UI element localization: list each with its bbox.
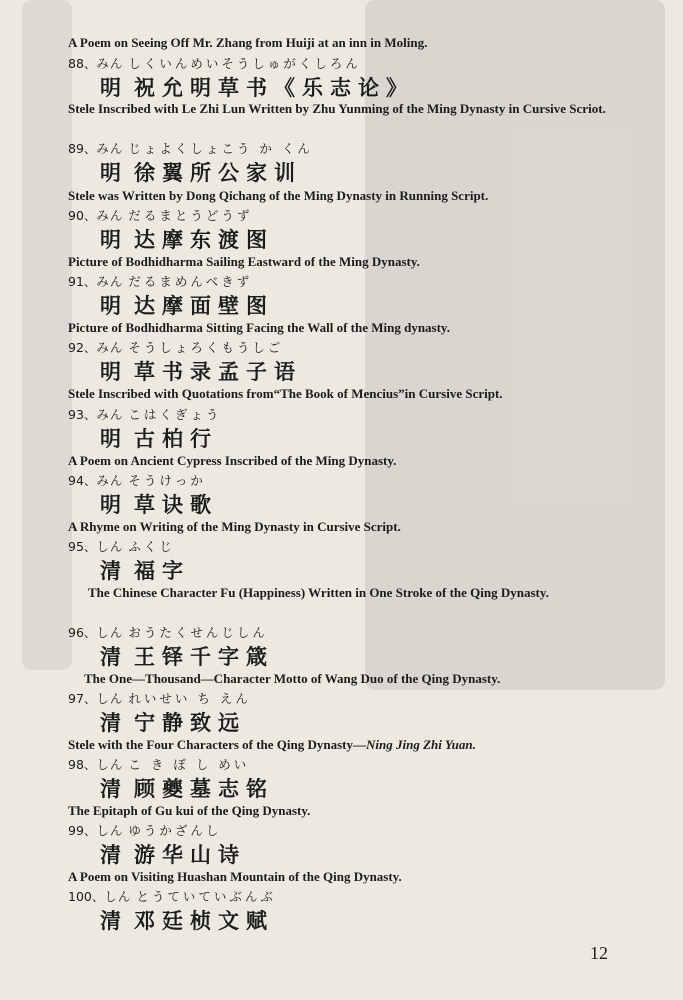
dynasty-character: 明 xyxy=(100,76,121,100)
chinese-title xyxy=(100,841,246,869)
chinese-title xyxy=(100,292,274,320)
japanese-era: しん xyxy=(104,889,132,904)
japanese-era: みん xyxy=(96,56,124,71)
english-caption: Picture of Bodhidharma Sitting Facing the Wall of the Ming dynasty. xyxy=(68,320,450,335)
dynasty-character: 明 xyxy=(100,427,121,451)
entry-number: 92、 xyxy=(68,340,97,355)
japanese-reading xyxy=(68,472,206,490)
japanese-reading xyxy=(68,406,221,424)
chinese-title xyxy=(100,775,274,803)
english-caption: The Epitaph of Gu kui of the Qing Dynasty. xyxy=(68,803,311,818)
japanese-era: しん xyxy=(96,539,124,554)
japanese-title-reading: だるまめんべきず xyxy=(128,274,253,289)
japanese-era: みん xyxy=(96,274,124,289)
chinese-title xyxy=(100,358,302,386)
dynasty-character: 清 xyxy=(100,909,121,933)
japanese-reading xyxy=(68,55,361,73)
entry-number: 93、 xyxy=(68,407,97,422)
entry-number: 98、 xyxy=(68,757,97,772)
page-number: 12 xyxy=(590,943,608,963)
entry-number: 91、 xyxy=(68,274,97,289)
japanese-reading xyxy=(68,690,251,708)
dynasty-character: 明 xyxy=(100,161,121,185)
japanese-era: みん xyxy=(96,473,124,488)
japanese-era: みん xyxy=(96,208,124,223)
dynasty-character: 清 xyxy=(100,559,121,583)
dynasty-character: 明 xyxy=(100,360,121,384)
dynasty-character: 清 xyxy=(100,645,121,669)
work-title: 福字 xyxy=(134,559,190,583)
entry-number: 88、 xyxy=(68,56,97,71)
japanese-title-reading: だるまとうどうず xyxy=(128,208,253,223)
dynasty-character: 明 xyxy=(100,493,121,517)
japanese-era: しん xyxy=(96,823,124,838)
japanese-reading xyxy=(68,756,249,774)
work-title: 达摩面壁图 xyxy=(134,294,274,318)
entry-number: 90、 xyxy=(68,208,97,223)
english-caption-italic: Ning Jing Zhi Yuan. xyxy=(366,737,476,752)
chinese-title xyxy=(100,643,274,671)
dynasty-character: 清 xyxy=(100,711,121,735)
japanese-title-reading: ゆうかざんし xyxy=(128,823,222,838)
chinese-title xyxy=(100,709,246,737)
japanese-reading xyxy=(68,624,268,642)
chinese-title xyxy=(100,425,218,453)
chinese-title xyxy=(100,74,414,102)
english-caption xyxy=(68,736,633,754)
japanese-title-reading: ふくじ xyxy=(128,539,175,554)
japanese-era: しん xyxy=(96,757,124,772)
japanese-reading xyxy=(68,822,221,840)
work-title: 达摩东渡图 xyxy=(134,228,274,252)
english-caption: The Chinese Character Fu (Happiness) Written in One Stroke of the Qing Dynasty. xyxy=(88,585,549,600)
english-caption: A Rhyme on Writing of the Ming Dynasty in Cursive Script. xyxy=(68,519,401,534)
dynasty-character: 清 xyxy=(100,777,121,801)
entry-number: 97、 xyxy=(68,691,97,706)
japanese-reading xyxy=(68,140,313,158)
dynasty-character: 明 xyxy=(100,228,121,252)
entry-number: 96、 xyxy=(68,625,97,640)
english-caption: Picture of Bodhidharma Sailing Eastward of the Ming Dynasty. xyxy=(68,254,420,269)
work-title: 古柏行 xyxy=(134,427,218,451)
japanese-title-reading: じょよくしょこう か くん xyxy=(128,141,313,156)
work-title: 草诀歌 xyxy=(134,493,218,517)
japanese-reading xyxy=(68,538,175,556)
work-title: 宁静致远 xyxy=(134,711,246,735)
chinese-title xyxy=(100,159,302,187)
work-title: 王铎千字箴 xyxy=(134,645,274,669)
japanese-era: みん xyxy=(96,407,124,422)
english-caption: Stele Inscribed with Quotations from“The Book of Mencius”in Cursive Script. xyxy=(68,386,503,401)
chinese-title xyxy=(100,491,218,519)
japanese-title-reading: おうたくせんじしん xyxy=(128,625,268,640)
japanese-reading xyxy=(68,339,283,357)
english-caption: A Poem on Seeing Off Mr. Zhang from Huiji at an inn in Moling. xyxy=(68,35,428,50)
entry-number: 94、 xyxy=(68,473,97,488)
entry-number: 99、 xyxy=(68,823,97,838)
entry-number: 95、 xyxy=(68,539,97,554)
bleed-through-shape xyxy=(22,0,72,670)
english-caption-text: Stele with the Four Characters of the Qing Dynasty— xyxy=(68,737,367,752)
japanese-title-reading: とうていていぶんぶ xyxy=(136,889,276,904)
japanese-title-reading: そうけっか xyxy=(128,473,206,488)
chinese-title xyxy=(100,557,190,585)
english-caption: The One—Thousand—Character Motto of Wang Duo of the Qing Dynasty. xyxy=(84,671,501,686)
english-caption: Stele was Written by Dong Qichang of the Ming Dynasty in Running Script. xyxy=(68,188,489,203)
english-caption: A Poem on Ancient Cypress Inscribed of the Ming Dynasty. xyxy=(68,453,397,468)
chinese-title xyxy=(100,226,274,254)
work-title: 祝允明草书《乐志论》 xyxy=(134,76,414,100)
japanese-title-reading: こ き ぼ し めい xyxy=(128,757,250,772)
japanese-era: みん xyxy=(96,141,124,156)
japanese-reading xyxy=(68,888,276,906)
chinese-title xyxy=(100,907,274,935)
japanese-era: しん xyxy=(96,625,124,640)
japanese-era: みん xyxy=(96,340,124,355)
english-caption: A Poem on Visiting Huashan Mountain of the Qing Dynasty. xyxy=(68,869,402,884)
work-title: 顾夔墓志铭 xyxy=(134,777,274,801)
dynasty-character: 明 xyxy=(100,294,121,318)
japanese-title-reading: しくいんめいそうしゅがくしろん xyxy=(128,56,361,71)
english-caption: Stele Inscribed with Le Zhi Lun Written by Zhu Yunming of the Ming Dynasty in Cursive Scriot. xyxy=(68,101,606,116)
entry-number: 100、 xyxy=(68,889,105,904)
japanese-reading xyxy=(68,273,252,291)
dynasty-character: 清 xyxy=(100,843,121,867)
entry-number: 89、 xyxy=(68,141,97,156)
japanese-era: しん xyxy=(96,691,124,706)
work-title: 邓廷桢文赋 xyxy=(134,909,274,933)
work-title: 游华山诗 xyxy=(134,843,246,867)
japanese-title-reading: そうしょろくもうしご xyxy=(128,340,284,355)
japanese-reading xyxy=(68,207,252,225)
japanese-title-reading: れいせい ち えん xyxy=(128,691,251,706)
work-title: 草书录孟子语 xyxy=(134,360,302,384)
work-title: 徐翼所公家训 xyxy=(134,161,302,185)
japanese-title-reading: こはくぎょう xyxy=(128,407,222,422)
